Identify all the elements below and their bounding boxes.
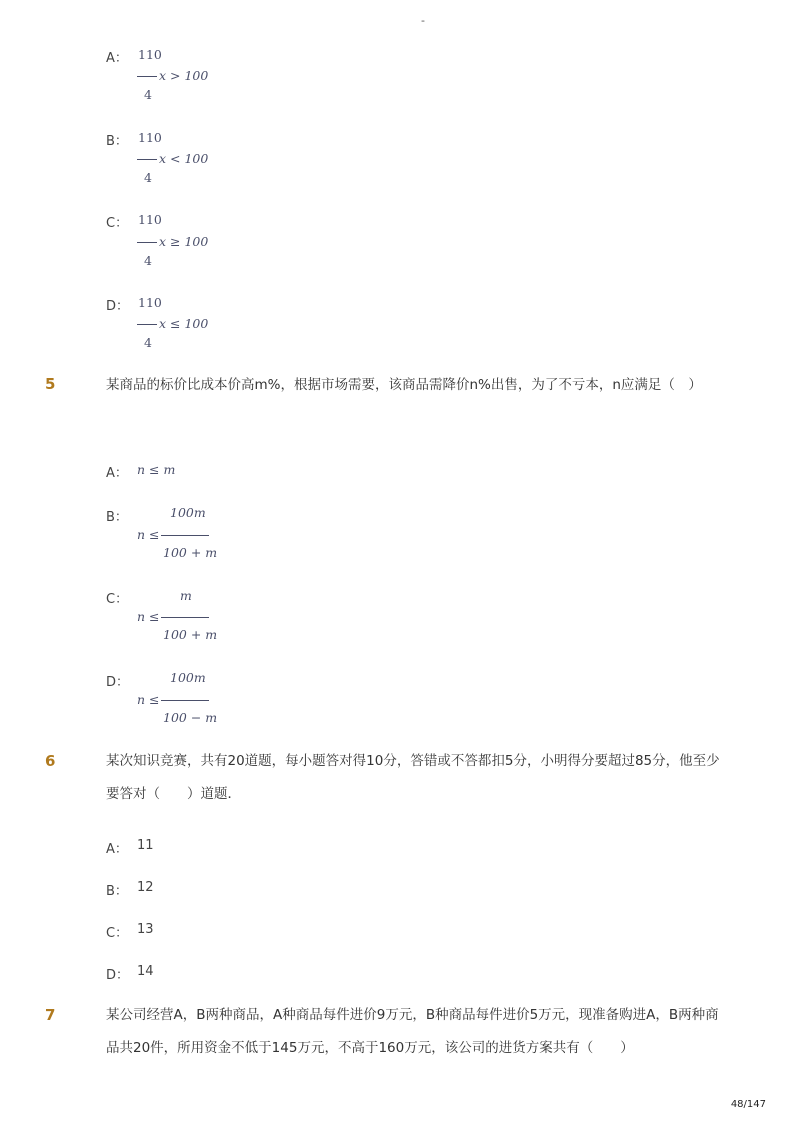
question-number: 7: [45, 1006, 56, 1024]
option-label: A：: [106, 466, 128, 481]
fraction-bar: [161, 535, 209, 536]
inequality-lhs: n ≤: [137, 609, 160, 624]
fraction-bar: [137, 76, 157, 77]
option-label: C：: [106, 926, 129, 941]
inequality: x ≥ 100: [159, 234, 209, 249]
fraction-numerator: 110: [138, 130, 162, 145]
fraction-denominator: 100 + m: [163, 545, 218, 560]
question-text: 某次知识竞赛，共有20道题，每小题答对得10分，答错或不答都扣5分，小明得分要超过85分，他至少要答对（ ）道题．: [106, 753, 720, 802]
fraction-denominator: 4: [144, 335, 152, 350]
inequality-lhs: n ≤: [137, 692, 160, 707]
fraction-bar: [137, 242, 157, 243]
option-value: 13: [137, 922, 154, 937]
fraction-numerator: 110: [138, 212, 162, 227]
page-number: 48/147: [730, 1099, 766, 1110]
fraction-denominator: 4: [144, 170, 152, 185]
fraction-bar: [137, 324, 157, 325]
option-label: D：: [106, 968, 130, 983]
inequality: x ≤ 100: [159, 316, 209, 331]
fraction-bar: [161, 617, 209, 618]
option-label: D：: [106, 675, 130, 690]
option-value: 12: [137, 880, 154, 895]
option-label: D：: [106, 299, 130, 314]
fraction-bar: [161, 700, 209, 701]
question-text: 某商品的标价比成本价高m%，根据市场需要，该商品需降价n%出售，为了不亏本，n应满足（ ）: [106, 377, 702, 393]
fraction-denominator: 4: [144, 87, 152, 102]
fraction-numerator: 100m: [170, 670, 206, 685]
question-number: 5: [45, 375, 56, 393]
fraction-denominator: 100 + m: [163, 627, 218, 642]
option-label: C：: [106, 592, 129, 607]
inequality-lhs: n ≤: [137, 527, 160, 542]
question-number: 6: [45, 752, 56, 770]
fraction-numerator: m: [180, 588, 192, 603]
inequality: n ≤ m: [137, 462, 176, 477]
option-value: 11: [137, 838, 154, 853]
fraction-numerator: 110: [138, 47, 162, 62]
option-label: A：: [106, 51, 128, 66]
fraction-numerator: 110: [138, 295, 162, 310]
option-value: 14: [137, 964, 154, 979]
inequality: x > 100: [159, 68, 209, 83]
fraction-denominator: 4: [144, 253, 152, 268]
option-label: A：: [106, 842, 128, 857]
inequality: x < 100: [159, 151, 209, 166]
option-label: B：: [106, 510, 128, 525]
option-label: B：: [106, 884, 128, 899]
option-label: B：: [106, 134, 128, 149]
fraction-numerator: 100m: [170, 505, 206, 520]
fraction-bar: [137, 159, 157, 160]
option-label: C：: [106, 216, 129, 231]
header-mark: -: [421, 14, 425, 27]
question-text: 某公司经营A，B两种商品，A种商品每件进价9万元，B种商品每件进价5万元，现准备购进A，B两种商品共20件，所用资金不低于145万元，不高于160万元，该公司的进货方案共有（ ）: [106, 1007, 719, 1056]
fraction-denominator: 100 − m: [163, 710, 218, 725]
